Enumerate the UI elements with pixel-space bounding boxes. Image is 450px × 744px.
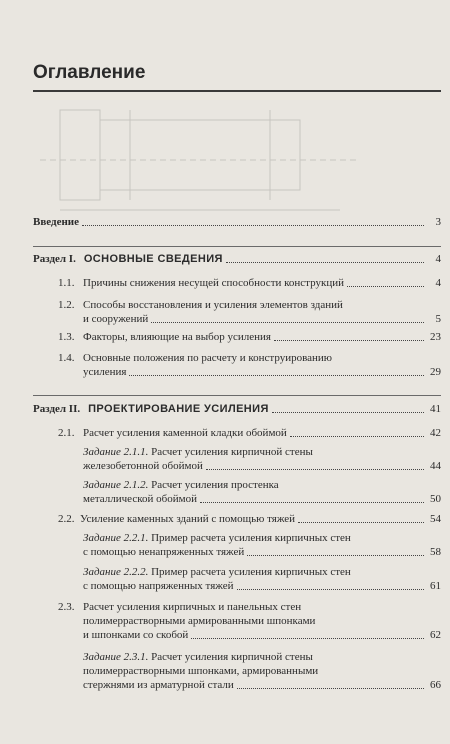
entry-number: 1.1. — [58, 277, 75, 289]
entry-page: 58 — [430, 546, 441, 558]
toc-entry-2-3-text — [83, 628, 441, 642]
task-text-line-3: стержнями из арматурной стали — [83, 679, 234, 691]
entry-text-line-2: и сооружений — [83, 313, 149, 325]
entry-text-line-2: полимеррастворными армированными шпонками — [83, 615, 316, 627]
task-label: Задание 2.3.1. — [83, 651, 152, 663]
leader-dots — [191, 637, 424, 639]
toc-task-2-1-1 — [83, 459, 441, 473]
task-line-1 — [83, 531, 351, 545]
entry-number: 2.2. — [58, 513, 75, 525]
entry-text: ОСНОВНЫЕ СВЕДЕНИЯ — [83, 253, 223, 265]
section-number: Раздел I. — [33, 253, 76, 265]
task-line-1 — [83, 650, 313, 664]
leader-dots — [347, 285, 424, 287]
toc-task-2-2-2 — [83, 579, 441, 593]
leader-dots — [237, 687, 424, 689]
task-line-1 — [83, 565, 351, 579]
leader-dots — [274, 339, 424, 341]
toc-task-2-2-1 — [83, 545, 441, 559]
task-text-line-2: с помощью ненапряженных тяжей — [83, 546, 245, 558]
entry-page: 23 — [430, 331, 441, 343]
section-number: Раздел II. — [33, 403, 81, 415]
entry-page: 4 — [435, 253, 441, 265]
task-label: Задание 2.1.1. — [83, 446, 152, 458]
toc-entry-1-1 — [58, 276, 75, 290]
entry-page: 62 — [430, 629, 441, 641]
toc-entry-1-4-text — [83, 365, 441, 379]
toc-entry-1-4 — [58, 351, 75, 365]
entry-number: 1.3. — [58, 331, 75, 343]
task-text-line-1: Пример расчета усиления кирпичных стен — [151, 532, 351, 544]
entry-page: 54 — [430, 513, 441, 525]
entry-number: 1.4. — [58, 352, 75, 364]
entry-text-line-2: усиления — [83, 366, 127, 378]
task-line-1 — [83, 445, 313, 459]
task-label: Задание 2.2.1. — [83, 532, 152, 544]
show-through-drawing — [40, 100, 420, 220]
toc-entry-1-3 — [58, 330, 75, 344]
entry-number: 2.3. — [58, 601, 75, 613]
toc-task-2-3-1 — [83, 678, 441, 692]
task-text-line-2: железобетонной обоймой — [83, 460, 203, 472]
toc-entry-2-3 — [58, 600, 75, 614]
toc-entry-1-3-text — [83, 330, 441, 344]
task-label: Задание 2.1.2. — [83, 479, 152, 491]
leader-dots — [200, 501, 424, 503]
entry-page: 29 — [430, 366, 441, 378]
task-text-line-1: Расчет усиления кирпичной стены — [151, 651, 313, 663]
entry-page: 3 — [435, 216, 441, 228]
leader-dots — [151, 321, 424, 323]
task-text-line-2: с помощью напряженных тяжей — [83, 580, 234, 592]
title-rule — [33, 90, 441, 92]
leader-dots — [290, 435, 424, 437]
entry-text-line-3: и шпонками со скобой — [83, 629, 189, 641]
entry-text: Введение — [33, 216, 80, 228]
toc-entry-2-2 — [58, 512, 75, 526]
entry-text: Причины снижения несущей способности конструкций — [83, 277, 344, 289]
task-line-1 — [83, 478, 279, 492]
toc-entry-2-1 — [58, 426, 75, 440]
entry-text: ПРОЕКТИРОВАНИЕ УСИЛЕНИЯ — [88, 403, 269, 415]
entry-text-line-1: Способы восстановления и усиления элементов зданий — [83, 299, 343, 311]
entry-text-line-1: Основные положения по расчету и конструированию — [83, 352, 332, 364]
entry-page: 5 — [435, 313, 441, 325]
toc-entry-2-2-text — [80, 512, 441, 526]
entry-text: Факторы, влияющие на выбор усиления — [83, 331, 271, 343]
task-text-line-2: полимеррастворными шпонками, армированными — [83, 665, 319, 677]
toc-entry-1-1-text — [83, 276, 441, 290]
toc-task-2-1-2 — [83, 492, 441, 506]
toc-entry-section-1 — [33, 252, 441, 266]
entry-page: 41 — [430, 403, 441, 415]
toc-entry-section-2 — [33, 402, 441, 416]
entry-text: Расчет усиления каменной кладки обоймой — [83, 427, 287, 439]
leader-dots — [272, 411, 424, 413]
toc-entry-1-2-text — [83, 312, 441, 326]
leader-dots — [247, 554, 424, 556]
entry-page: 4 — [435, 277, 441, 289]
task-text-line-1: Расчет усиления кирпичной стены — [151, 446, 313, 458]
leader-dots — [82, 224, 424, 226]
leader-dots — [226, 261, 424, 263]
toc-entry-intro — [33, 215, 441, 229]
task-text-line-1: Пример расчета усиления кирпичных стен — [151, 566, 351, 578]
entry-number: 1.2. — [58, 299, 75, 311]
leader-dots — [298, 521, 424, 523]
entry-page: 50 — [430, 493, 441, 505]
section-divider — [33, 246, 441, 247]
leader-dots — [237, 588, 425, 590]
entry-page: 66 — [430, 679, 441, 691]
task-label: Задание 2.2.2. — [83, 566, 152, 578]
page-title: Оглавление — [33, 62, 146, 83]
entry-page: 61 — [430, 580, 441, 592]
task-text-line-1: Расчет усиления простенка — [151, 479, 279, 491]
toc-entry-2-1-text — [83, 426, 441, 440]
entry-page: 42 — [430, 427, 441, 439]
task-text-line-2: металлической обоймой — [83, 493, 197, 505]
toc-entry-1-2 — [58, 298, 75, 312]
entry-text-line-1: Расчет усиления кирпичных и панельных стен — [83, 601, 302, 613]
entry-text: Усиление каменных зданий с помощью тяжей — [80, 513, 296, 525]
leader-dots — [206, 468, 424, 470]
entry-number: 2.1. — [58, 427, 75, 439]
leader-dots — [129, 374, 424, 376]
entry-page: 44 — [430, 460, 441, 472]
section-divider — [33, 395, 441, 396]
